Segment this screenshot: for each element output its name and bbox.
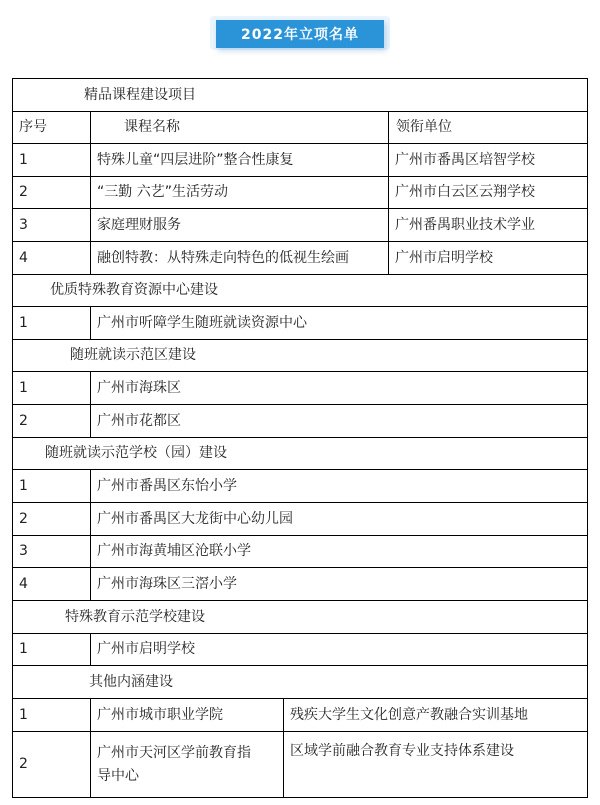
- row-no: 2: [13, 732, 91, 798]
- row-no: 1: [13, 307, 91, 340]
- course-name: 特殊儿童“四层进阶”整合性康复: [91, 144, 389, 177]
- header-course-name: 课程名称: [91, 112, 389, 144]
- section-title: 其他内涵建设: [13, 666, 588, 699]
- row-no: 2: [13, 405, 91, 438]
- school-name: 广州市番禺区东怡小学: [91, 470, 588, 503]
- school-name: 广州市番禺区大龙街中心幼儿园: [91, 503, 588, 536]
- lead-unit: 广州市番禺区培智学校: [389, 144, 588, 177]
- lead-unit: 广州市启明学校: [389, 242, 588, 275]
- unit-name: [91, 732, 284, 798]
- section-title: 特殊教育示范学校建设: [13, 601, 588, 634]
- header-lead-unit: 领衔单位: [389, 112, 588, 144]
- project-table: [12, 78, 588, 798]
- course-name: 融创特教：从特殊走向特色的低视生绘画: [91, 242, 389, 275]
- lead-unit: 广州番禺职业技术学业: [389, 209, 588, 242]
- project-name: 残疾大学生文化创意产教融合实训基地: [284, 699, 588, 732]
- page-title: 2022年立项名单: [216, 20, 384, 48]
- school-name: 广州市海黄埔区沧联小学: [91, 536, 588, 568]
- school-name: 广州市海珠区三滘小学: [91, 568, 588, 601]
- unit-name: 广州市城市职业学院: [91, 699, 284, 732]
- row-no: 4: [13, 242, 91, 275]
- district-name: 广州市海珠区: [91, 372, 588, 405]
- section-title: 随班就读示范学校（园）建设: [13, 438, 588, 470]
- unit-name-line2: 导中心: [97, 767, 139, 784]
- row-no: 1: [13, 699, 91, 732]
- row-no: 1: [13, 634, 91, 666]
- row-no: 4: [13, 568, 91, 601]
- row-no: 2: [13, 503, 91, 536]
- row-no: 1: [13, 144, 91, 177]
- course-name: 家庭理财服务: [91, 209, 389, 242]
- resource-center-name: 广州市听障学生随班就读资源中心: [91, 307, 588, 340]
- project-name: 区域学前融合教育专业支持体系建设: [284, 732, 588, 798]
- district-name: 广州市花都区: [91, 405, 588, 438]
- section-title: 精品课程建设项目: [13, 79, 588, 112]
- row-no: 1: [13, 470, 91, 503]
- school-name: 广州市启明学校: [91, 634, 588, 666]
- section-title: 随班就读示范区建设: [13, 340, 588, 372]
- row-no: 3: [13, 536, 91, 568]
- unit-name-line1: 广州市天河区学前教育指: [97, 744, 251, 761]
- lead-unit: 广州市白云区云翔学校: [389, 177, 588, 209]
- row-no: 2: [13, 177, 91, 209]
- header-no: 序号: [13, 112, 91, 144]
- section-title: 优质特殊教育资源中心建设: [13, 275, 588, 307]
- row-no: 3: [13, 209, 91, 242]
- title-banner: [210, 16, 390, 50]
- row-no: 1: [13, 372, 91, 405]
- course-name: “三勤 六艺”生活劳动: [91, 177, 389, 209]
